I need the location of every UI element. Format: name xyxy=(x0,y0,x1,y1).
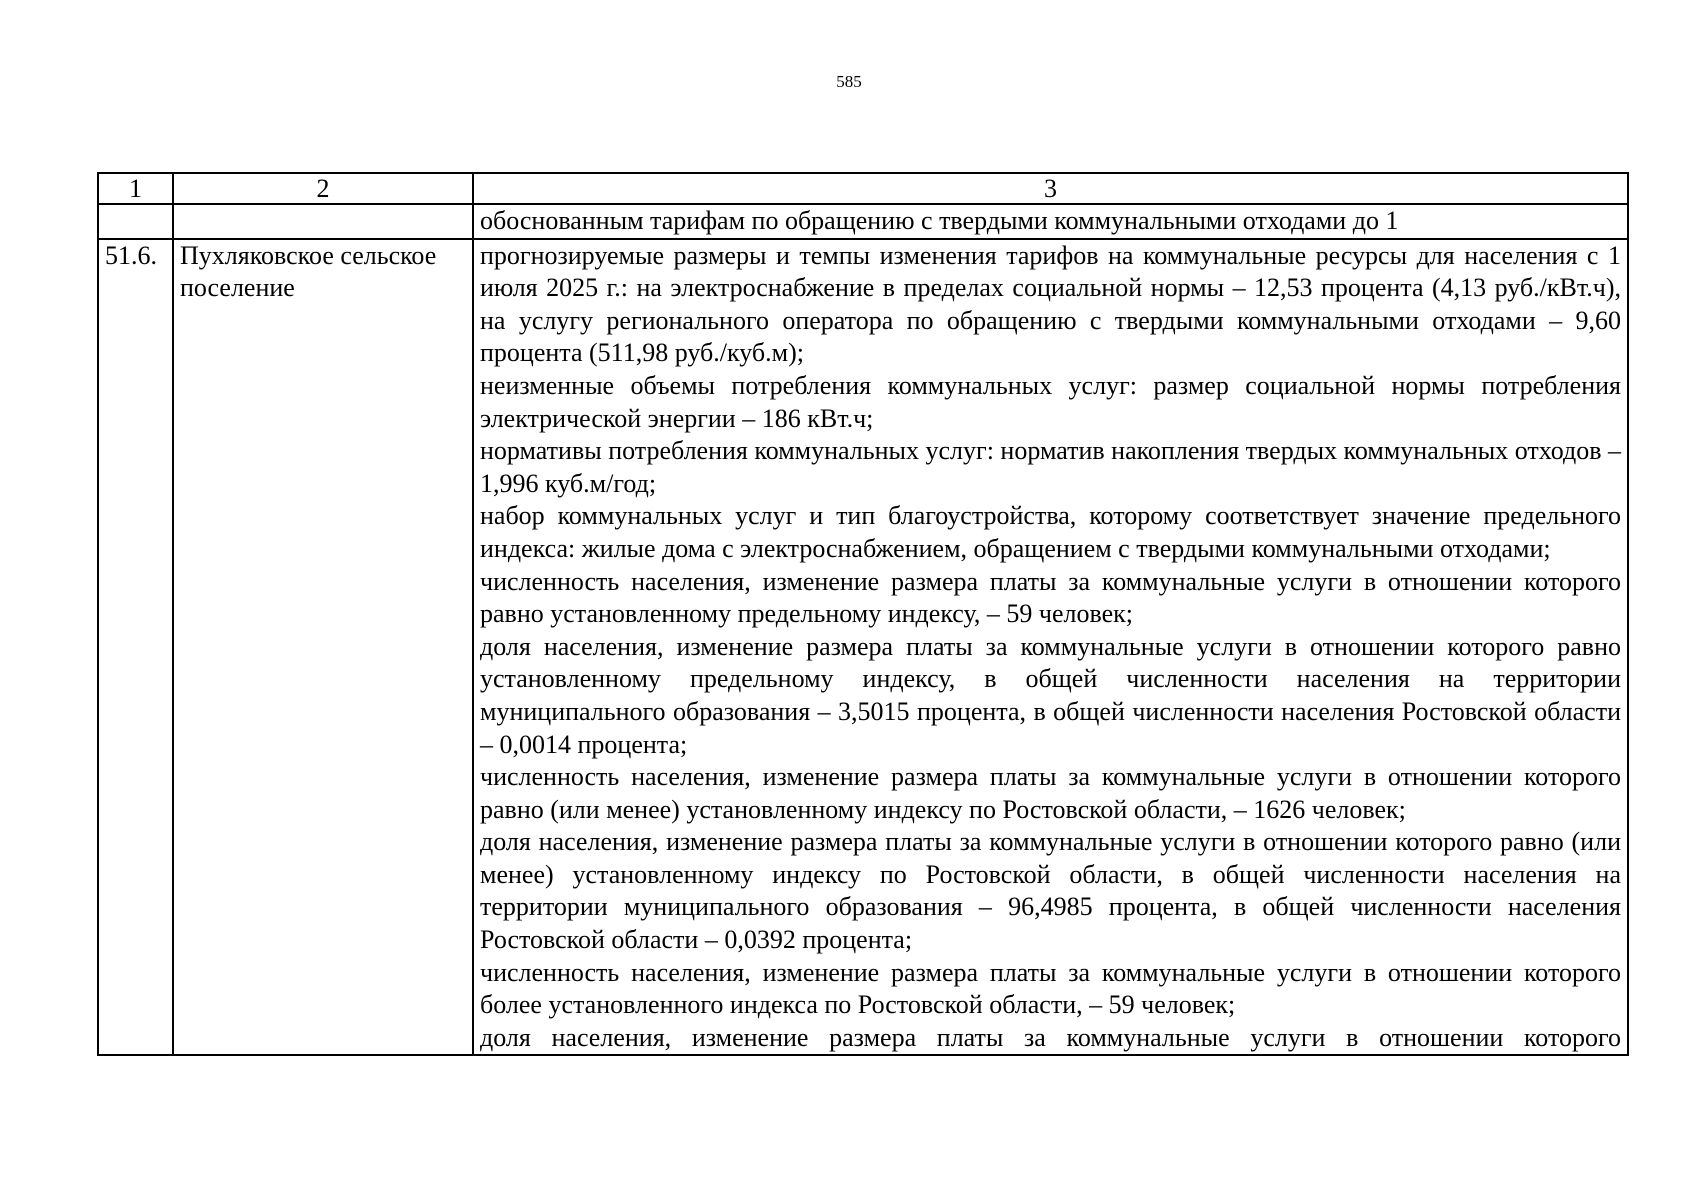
description-paragraph: доля населения, изменение размера платы за коммунальные услуги в отношении которого равно установленному предельному индексу, в общей численности населения на территории муниципального образования – 3,5015 процента, в общей численности населения Ростовской области – 0,0014 процента; xyxy=(480,631,1621,759)
row-description xyxy=(473,239,1628,1056)
column-header-3: 3 xyxy=(473,173,1628,204)
column-header-2: 2 xyxy=(173,173,473,204)
continuation-cell-2 xyxy=(173,204,473,239)
column-header-1: 1 xyxy=(98,173,173,204)
description-paragraph: прогнозируемые размеры и темпы изменения тарифов на коммунальные ресурсы для населения с 1 июля 2025 г.: на электроснабжение в пределах социальной нормы – 12,53 процента (4,13 руб./кВт.ч), на услугу регионального оператора по обращению с твердыми коммунальными отходами – 9,60 процента (511,98 руб./куб.м); xyxy=(480,240,1621,368)
description-paragraph: численность населения, изменение размера платы за коммунальные услуги в отношении которого более установленного индекса по Ростовской области, – 59 человек; xyxy=(480,957,1621,1020)
description-paragraph: нормативы потребления коммунальных услуг: норматив накопления твердых коммунальных отходов – 1,996 куб.м/год; xyxy=(480,436,1621,498)
description-paragraph: неизменные объемы потребления коммунальных услуг: размер социальной нормы потребления электрической энергии – 186 кВт.ч; xyxy=(480,370,1621,433)
settlement-name: Пухляковское сельское поселение xyxy=(173,239,473,1056)
description-paragraph: доля населения, изменение размера платы за коммунальные услуги в отношении которого xyxy=(480,1022,1621,1052)
continuation-cell-1 xyxy=(98,204,173,239)
table-row xyxy=(98,239,1628,1056)
description-paragraph: численность населения, изменение размера платы за коммунальные услуги в отношении которого равно (или менее) установленному индексу по Ростовской области, – 1626 человек; xyxy=(480,762,1621,824)
tariff-table xyxy=(97,172,1629,1056)
continuation-row xyxy=(98,204,1628,239)
description-paragraph: набор коммунальных услуг и тип благоустройства, которому соответствует значение предельного индекса: жилые дома с электроснабжением, обращением с твердыми коммунальными отходами; xyxy=(480,501,1621,563)
continuation-text xyxy=(473,204,1628,239)
continuation-paragraph: обоснованным тарифам по обращению с твердыми коммунальными отходами до 1 xyxy=(480,206,1399,235)
table-header-row xyxy=(98,173,1628,204)
description-paragraph: численность населения, изменение размера платы за коммунальные услуги в отношении которого равно установленному предельному индексу, – 59 человек; xyxy=(480,566,1621,629)
description-paragraph: доля населения, изменение размера платы за коммунальные услуги в отношении которого равно (или менее) установленному индексу по Ростовской области, в общей численности населения на территории муниципального образования – 96,4985 процента, в общей численности населения Ростовской области – 0,0392 процента; xyxy=(480,827,1621,955)
row-number: 51.6. xyxy=(98,239,173,1056)
page-number: 585 xyxy=(836,72,862,91)
